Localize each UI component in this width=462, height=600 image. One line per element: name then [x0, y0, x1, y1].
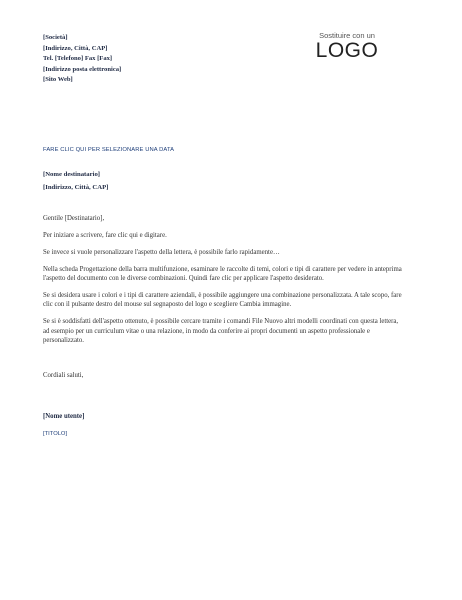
body-paragraph[interactable]: Se si desidera usare i colori e i tipi di carattere aziendali, è possibile aggiungere una combinazione personalizzata. A tale scopo, fare clic con il pulsante destro del mouse sul segnaposto del logo e scegliere Cambia immagine. [43, 292, 402, 309]
signer-name[interactable]: [Nome utente] [43, 413, 85, 420]
recipient-address[interactable]: [Indirizzo, Città, CAP] [43, 183, 109, 191]
recipient-block [43, 169, 108, 194]
sender-company[interactable]: [Società] [43, 34, 68, 41]
closing[interactable]: Cordiali saluti, [43, 372, 84, 379]
logo-placeholder[interactable] [302, 31, 392, 62]
sender-email[interactable]: [Indirizzo posta elettronica] [43, 65, 122, 73]
recipient-name[interactable]: [Nome destinatario] [43, 171, 101, 178]
sender-address[interactable]: [Indirizzo, Città, CAP] [43, 44, 108, 52]
body-paragraph[interactable]: Se si è soddisfatti dell'aspetto ottenuto, è possibile cercare tramite i comandi File Nuovo altri modelli coordinati con questa lettera, ad esempio per un curriculum vitae o una relazione, in modo da conferire ai propri documenti un aspetto professionale e personalizzato. [43, 318, 399, 345]
date-picker-placeholder[interactable]: FARE CLIC QUI PER SELEZIONARE UNA DATA [43, 147, 175, 153]
body-paragraph[interactable]: Per iniziare a scrivere, fare clic qui e digitare. [43, 231, 167, 239]
sender-phone-fax[interactable]: Tel. [Telefono] Fax [Fax] [43, 55, 113, 63]
sender-website[interactable]: [Sito Web] [43, 76, 73, 84]
sender-block [43, 33, 121, 86]
body-paragraph[interactable]: Nella scheda Progettazione della barra multifunzione, esaminare le raccolte di temi, colori e tipi di carattere per vedere in anteprima l'aspetto del documento con le diverse combinazioni. Quindi fare clic per applicare l'aspetto desiderato. [43, 265, 402, 283]
salutation[interactable]: Gentile [Destinatario], [43, 215, 105, 222]
logo-text: LOGO [315, 39, 379, 62]
letter-body [43, 214, 403, 353]
logo-caption: Sostituire con un [319, 31, 375, 40]
signer-title[interactable]: [TITOLO] [43, 431, 68, 437]
body-paragraph[interactable]: Se invece si vuole personalizzare l'aspetto della lettera, è possibile farlo rapidamente… [43, 248, 280, 256]
